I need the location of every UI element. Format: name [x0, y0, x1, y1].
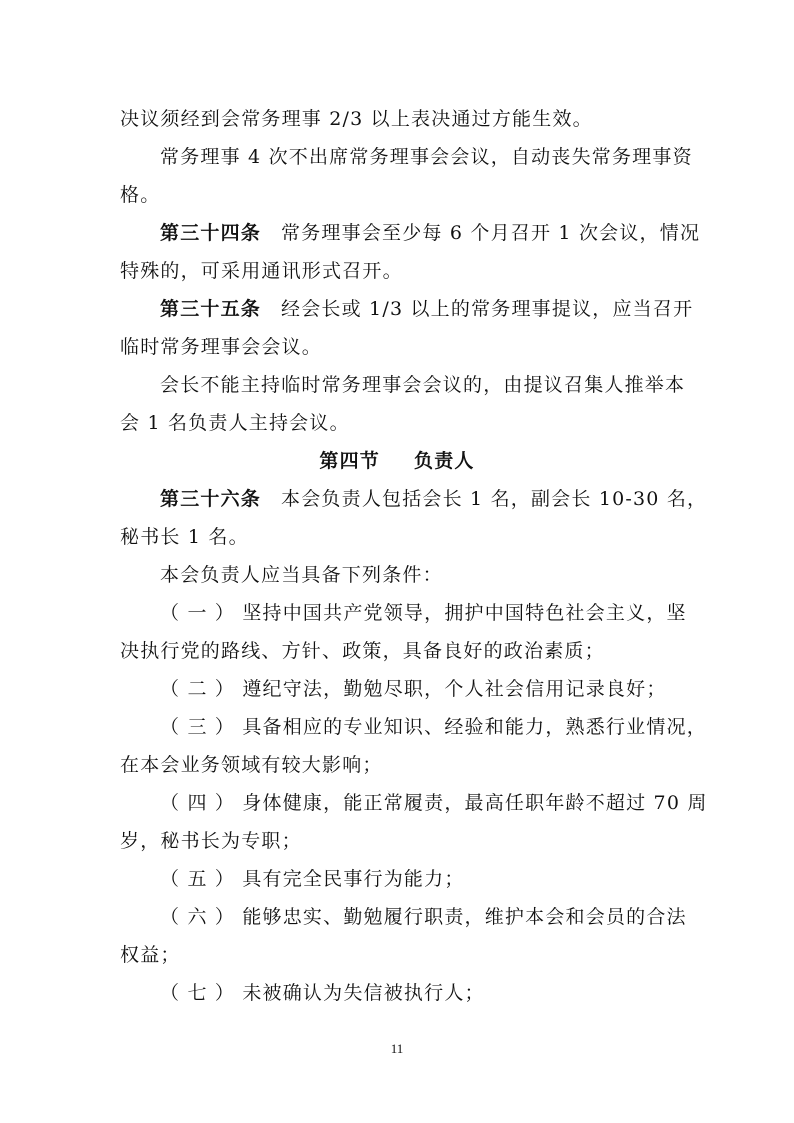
text-line: 秘书长 1 名。 [120, 526, 249, 548]
article-34 [160, 218, 701, 248]
article-text: 经会长或 1/3 以上的常务理事提议，应当召开 [281, 298, 694, 320]
condition-item: （ 五 ） 具有完全民事行为能力； [160, 868, 465, 890]
article-title: 第三十五条 [160, 298, 262, 320]
article-text: 常务理事会至少每 6 个月召开 1 次会议，情况 [281, 222, 701, 244]
text-line: 决议须经到会常务理事 2/3 以上表决通过方能生效。 [120, 108, 593, 130]
condition-item: （ 七 ） 未被确认为失信被执行人； [160, 982, 485, 1004]
text-line: 岁，秘书长为专职； [120, 830, 302, 852]
article-title: 第三十四条 [160, 222, 262, 244]
text-line: 权益； [120, 944, 181, 966]
condition-item: （ 二 ） 遵纪守法，勤勉尽职，个人社会信用记录良好； [160, 678, 667, 700]
text-line: 常务理事 4 次不出席常务理事会会议，自动丧失常务理事资 [160, 146, 693, 168]
condition-item: （ 三 ） 具备相应的专业知识、经验和能力，熟悉行业情况， [160, 716, 707, 738]
section-heading [0, 446, 794, 476]
text-line: 特殊的，可采用通讯形式召开。 [120, 260, 403, 282]
page-number: 11 [390, 1041, 404, 1056]
condition-item: （ 六 ） 能够忠实、勤勉履行职责，维护本会和会员的合法 [160, 906, 687, 928]
section-number: 第四节 [319, 450, 380, 472]
article-text: 本会负责人包括会长 1 名，副会长 10-30 名， [281, 488, 708, 510]
text-line: 临时常务理事会会议。 [120, 336, 323, 358]
text-line: 会长不能主持临时常务理事会会议的，由提议召集人推举本 [160, 374, 686, 396]
article-35 [160, 294, 694, 324]
condition-item: （ 四 ） 身体健康，能正常履责，最高任职年龄不超过 70 周 [160, 792, 708, 814]
article-36 [160, 484, 708, 514]
article-title: 第三十六条 [160, 488, 262, 510]
text-line: 会 1 名负责人主持会议。 [120, 412, 350, 434]
text-line: 本会负责人应当具备下列条件： [160, 564, 443, 586]
condition-item: （ 一 ） 坚持中国共产党领导，拥护中国特色社会主义，坚 [160, 602, 687, 624]
text-line: 格。 [120, 184, 161, 206]
text-line: 决执行党的路线、方针、政策，具备良好的政治素质； [120, 640, 605, 662]
text-line: 在本会业务领域有较大影响； [120, 754, 383, 776]
section-name: 负责人 [414, 450, 475, 472]
